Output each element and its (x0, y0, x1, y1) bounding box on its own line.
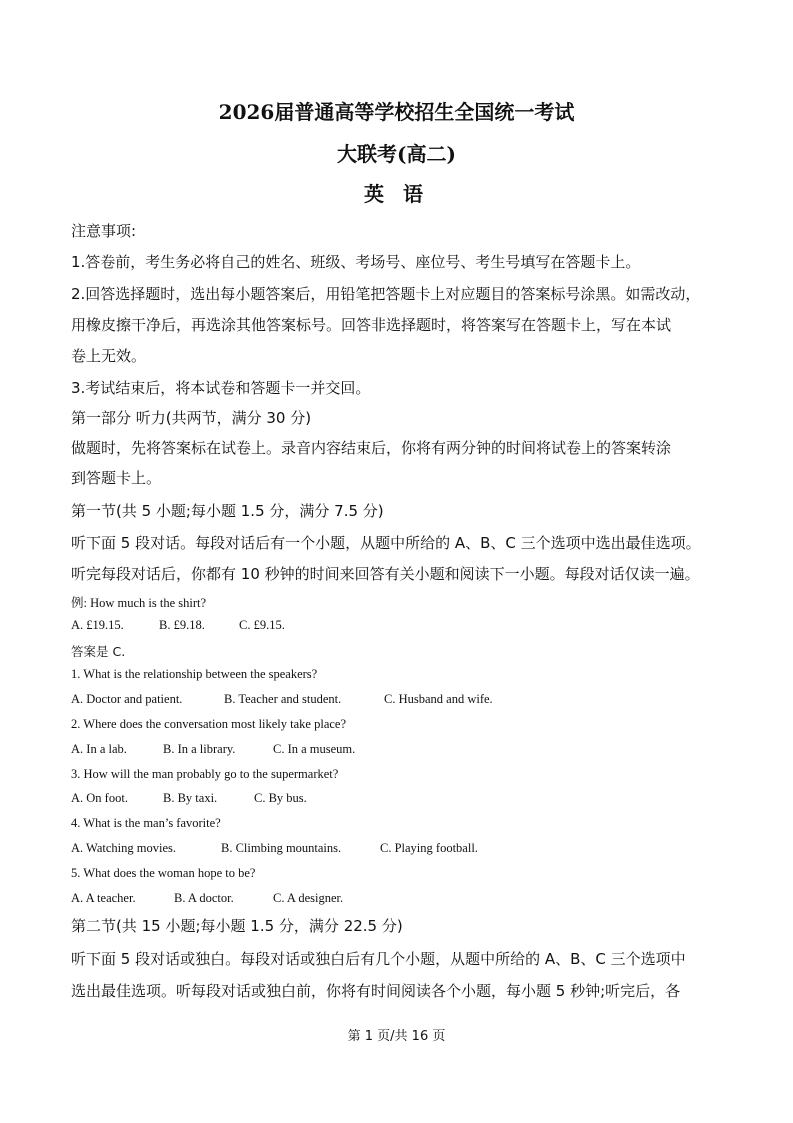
question-4-option-c: C. Playing football. (380, 841, 478, 855)
question-3-option-c: C. By bus. (254, 791, 307, 805)
question-2-option-c: C. In a museum. (273, 742, 356, 756)
question-1-options (71, 692, 493, 707)
question-4-option-a: A. Watching movies. (71, 841, 176, 855)
question-1-option-b: B. Teacher and student. (224, 692, 342, 706)
section1-instruction-line-2: 听完每段对话后，你都有 10 秒钟的时间来回答有关小题和阅读下一小题。每段对话仅读一遍。 (71, 565, 700, 583)
section2-instruction-line-1: 听下面 5 段对话或独白。每段对话或独白后有几个小题，从题中所给的 A、B、C 三个选项中 (71, 950, 686, 968)
section1-instruction-line-1: 听下面 5 段对话。每段对话后有一个小题，从题中所给的 A、B、C 三个选项中选出最佳选项。 (71, 534, 701, 552)
question-3-option-a: A. On foot. (71, 791, 128, 805)
question-5-option-a: A. A teacher. (71, 891, 136, 905)
part1-heading: 第一部分 听力(共两节，满分 30 分) (71, 409, 312, 427)
question-2: 2. Where does the conversation most likely take place? (71, 717, 347, 731)
exam-subtitle: 大联考(高二) (337, 142, 456, 166)
example-option-c: C. £9.15. (239, 618, 285, 632)
part1-intro-line-2: 到答题卡上。 (71, 469, 162, 487)
question-1: 1. What is the relationship between the speakers? (71, 667, 318, 681)
notice-item-1: 1.答卷前，考生务必将自己的姓名、班级、考场号、座位号、考生号填写在答题卡上。 (71, 253, 641, 271)
question-1-option-a: A. Doctor and patient. (71, 692, 183, 706)
question-5-options (71, 891, 344, 906)
question-4-options (71, 841, 478, 856)
exam-title: 2026届普通高等学校招生全国统一考试 (218, 100, 575, 124)
question-3-options (71, 791, 307, 806)
question-2-options (71, 742, 356, 757)
question-5-option-b: B. A doctor. (174, 891, 234, 905)
example-options (71, 618, 285, 633)
question-2-option-a: A. In a lab. (71, 742, 127, 756)
notice-item-2-line-1: 2.回答选择题时，选出每小题答案后，用铅笔把答题卡上对应题目的答案标号涂黑。如需改动， (71, 285, 701, 303)
notice-item-3: 3.考试结束后，将本试卷和答题卡一并交回。 (71, 379, 371, 397)
question-3-option-b: B. By taxi. (163, 791, 218, 805)
question-4-option-b: B. Climbing mountains. (221, 841, 342, 855)
question-4: 4. What is the man’s favorite? (71, 816, 221, 830)
example-question: 例: How much is the shirt? (71, 596, 207, 610)
question-2-option-b: B. In a library. (163, 742, 236, 756)
question-5: 5. What does the woman hope to be? (71, 866, 256, 880)
section2-instruction-line-2: 选出最佳选项。听每段对话或独白前，你将有时间阅读各个小题，每小题 5 秒钟;听完后，各 (71, 982, 681, 1000)
notice-item-2-line-2: 用橡皮擦干净后，再选涂其他答案标号。回答非选择题时，将答案写在答题卡上，写在本试 (71, 316, 672, 334)
notice-heading: 注意事项: (71, 222, 137, 240)
example-option-a: A. £19.15. (71, 618, 124, 632)
section2-heading: 第二节(共 15 小题;每小题 1.5 分，满分 22.5 分) (71, 917, 403, 935)
question-5-option-c: C. A designer. (273, 891, 344, 905)
exam-subject: 英 语 (364, 182, 429, 206)
example-answer: 答案是 C. (71, 644, 126, 659)
page-number: 第 1 页/共 16 页 (347, 1029, 446, 1044)
question-1-option-c: C. Husband and wife. (384, 692, 493, 706)
section1-heading: 第一节(共 5 小题;每小题 1.5 分，满分 7.5 分) (71, 502, 384, 520)
question-3: 3. How will the man probably go to the supermarket? (71, 767, 339, 781)
example-option-b: B. £9.18. (159, 618, 205, 632)
notice-item-2-line-3: 卷上无效。 (71, 347, 147, 365)
part1-intro-line-1: 做题时，先将答案标在试卷上。录音内容结束后，你将有两分钟的时间将试卷上的答案转涂 (71, 439, 672, 457)
